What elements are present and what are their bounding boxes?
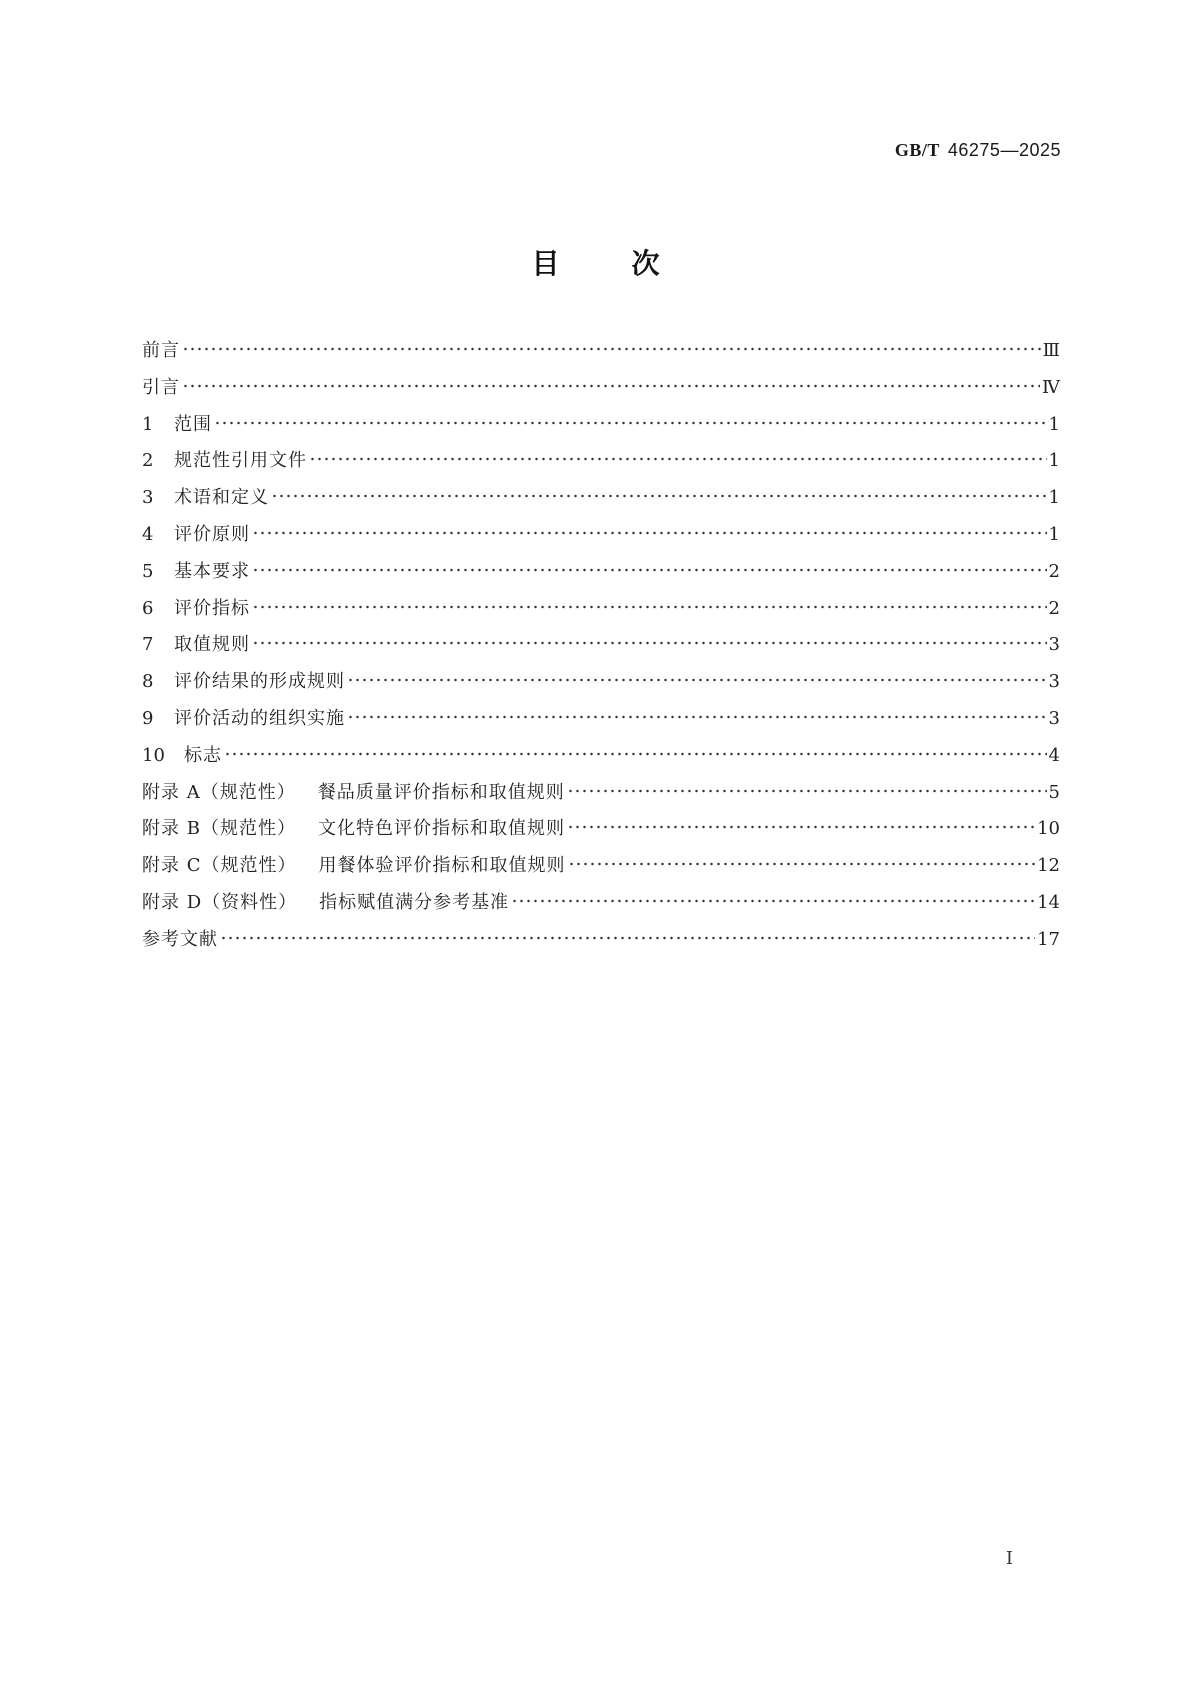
toc-entry-page: 10 xyxy=(1037,818,1060,840)
toc-dot-leader xyxy=(224,751,1047,757)
toc-entry-annex-title: 文化特色评价指标和取值规则 xyxy=(317,818,565,840)
toc-entry-number: 10 xyxy=(142,744,165,766)
toc-entry[interactable] xyxy=(142,667,1060,704)
toc-entry-number: 4 xyxy=(142,523,154,545)
toc-entry-page: 4 xyxy=(1048,744,1060,766)
title-char-1: 目 xyxy=(531,247,560,280)
toc-dot-leader xyxy=(271,493,1047,499)
toc-entry-page: 2 xyxy=(1048,560,1060,582)
toc-entry-page: 14 xyxy=(1037,891,1060,913)
toc-entry-label: 标志 xyxy=(184,744,222,766)
toc-dot-leader xyxy=(347,677,1047,683)
toc-entry-number: 1 xyxy=(142,413,154,435)
toc-entry-label: 基本要求 xyxy=(174,560,250,582)
standard-prefix: GB/T xyxy=(894,140,940,160)
toc-entry[interactable] xyxy=(142,410,1060,447)
toc-dot-leader xyxy=(252,604,1047,610)
toc-dot-leader xyxy=(182,383,1040,389)
toc-entry-page: 17 xyxy=(1037,928,1060,950)
toc-entry-page: 1 xyxy=(1048,413,1060,435)
toc-dot-leader xyxy=(568,861,1036,867)
toc-entry-page: 5 xyxy=(1048,781,1060,803)
toc-entry-label: 术语和定义 xyxy=(174,487,269,509)
toc-entry-label: 取值规则 xyxy=(174,634,250,656)
toc-entry-label: 评价指标 xyxy=(174,597,250,619)
toc-entry[interactable] xyxy=(142,446,1060,483)
toc-entry[interactable] xyxy=(142,630,1060,667)
toc-entry-label: 引言 xyxy=(142,376,180,398)
toc-entry-page: Ⅲ xyxy=(1042,340,1060,361)
toc-dot-leader xyxy=(309,456,1047,462)
toc-entry-page: 2 xyxy=(1048,597,1060,619)
toc-entry[interactable] xyxy=(142,373,1060,410)
toc-dot-leader xyxy=(252,640,1047,646)
toc-entry-page: 1 xyxy=(1048,487,1060,509)
toc-entry-label: 评价原则 xyxy=(174,523,250,545)
toc-entry-label: 规范性引用文件 xyxy=(174,450,307,472)
toc-entry[interactable] xyxy=(142,851,1060,888)
toc-entry-page: 3 xyxy=(1048,634,1060,656)
toc-entry-label: 评价活动的组织实施 xyxy=(174,707,345,729)
toc-entry-page: 1 xyxy=(1048,523,1060,545)
toc-entry-number: 6 xyxy=(142,597,154,619)
toc-dot-leader xyxy=(252,530,1047,536)
toc-entry[interactable] xyxy=(142,814,1060,851)
toc-entry-number: 8 xyxy=(142,671,154,693)
toc-entry-page: 3 xyxy=(1048,671,1060,693)
toc-entry-label: 评价结果的形成规则 xyxy=(174,671,345,693)
standard-number: 46275—2025 xyxy=(947,140,1061,160)
toc-entry-label: 附录 D（资料性） xyxy=(142,891,298,913)
toc-entry-label: 参考文献 xyxy=(142,928,218,950)
toc-entry-annex-title: 餐品质量评价指标和取值规则 xyxy=(317,781,565,803)
toc-dot-leader xyxy=(252,567,1047,573)
toc-entry[interactable] xyxy=(142,594,1060,631)
toc-entry-number: 2 xyxy=(142,450,154,472)
toc-entry[interactable] xyxy=(142,336,1060,373)
toc-entry-number: 9 xyxy=(142,707,154,729)
toc-entry[interactable] xyxy=(142,520,1060,557)
toc-dot-leader xyxy=(511,898,1035,904)
page-title xyxy=(0,242,1191,282)
toc-entry-number: 7 xyxy=(142,634,154,656)
toc-entry[interactable] xyxy=(142,888,1060,925)
toc-entry-number: 3 xyxy=(142,487,154,509)
toc-entry-annex-title: 用餐体验评价指标和取值规则 xyxy=(318,855,566,877)
toc-entry-page: Ⅳ xyxy=(1042,376,1060,398)
toc-dot-leader xyxy=(567,788,1047,794)
toc-entry[interactable] xyxy=(142,778,1060,815)
toc-dot-leader xyxy=(347,714,1047,720)
toc-dot-leader xyxy=(567,824,1035,830)
toc-entry-number: 5 xyxy=(142,560,154,582)
toc-entry-page: 1 xyxy=(1048,450,1060,472)
toc-entry-label: 前言 xyxy=(142,340,180,361)
toc-dot-leader xyxy=(182,346,1041,352)
toc-dot-leader xyxy=(214,420,1047,426)
table-of-contents xyxy=(142,336,1060,962)
toc-entry[interactable] xyxy=(142,925,1060,962)
toc-entry-page: 12 xyxy=(1037,855,1060,877)
toc-entry-label: 附录 C（规范性） xyxy=(142,855,297,877)
toc-entry[interactable] xyxy=(142,557,1060,594)
toc-entry-label: 范围 xyxy=(174,413,212,435)
toc-entry[interactable] xyxy=(142,741,1060,778)
toc-entry-label: 附录 B（规范性） xyxy=(142,818,296,840)
toc-entry[interactable] xyxy=(142,483,1060,520)
title-char-2: 次 xyxy=(631,247,660,280)
toc-entry-annex-title: 指标赋值满分参考基准 xyxy=(319,891,510,913)
toc-dot-leader xyxy=(220,935,1035,941)
toc-entry-page: 3 xyxy=(1048,707,1060,729)
page-number: Ⅰ xyxy=(1005,1548,1013,1569)
toc-entry-label: 附录 A（规范性） xyxy=(142,781,296,803)
standard-code xyxy=(895,140,1061,161)
toc-entry[interactable] xyxy=(142,704,1060,741)
